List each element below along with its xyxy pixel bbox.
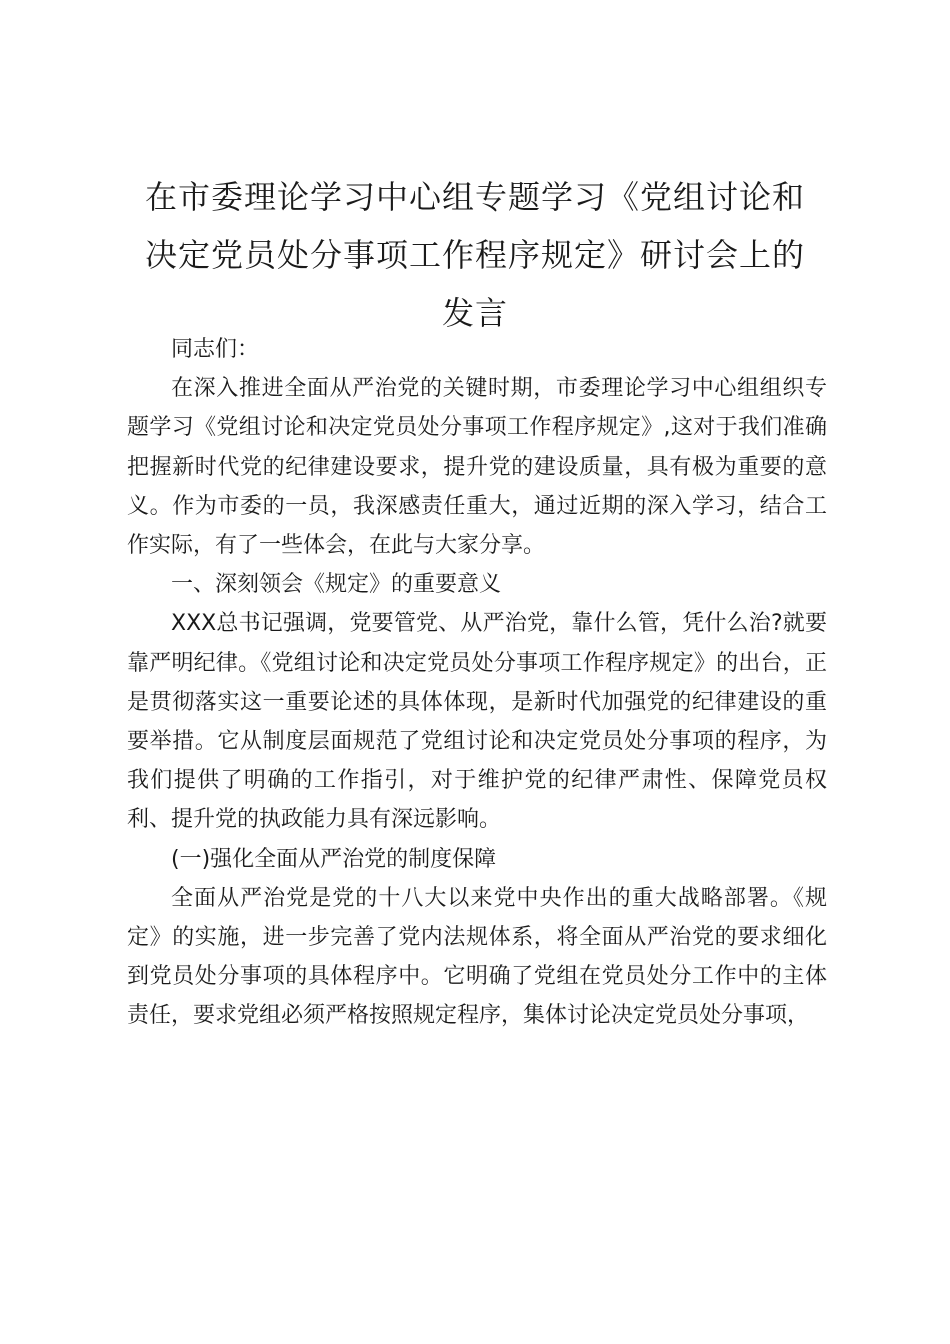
section-1-paragraph: XXX总书记强调，党要管党、从严治党，靠什么管，凭什么治?就要靠严明纪律。《党组讨论和决定党员处分事项工作程序规定》的出台，正是贯彻落实这一重要论述的具体体现，是新时代加强党的纪律建设的重要举措。它从制度层面规范了党组讨论和决定党员处分事项的程序，为我们提供了明确的工作指引，对于维护党的纪律严肃性、保障党员权利、提升党的执政能力具有深远影响。 — [127, 611, 827, 833]
document-title — [110, 168, 840, 342]
title-line-3: 发言 — [441, 294, 508, 332]
subsection-heading-1: (一)强化全面从严治党的制度保障 — [171, 846, 497, 872]
title-line-2: 决定党员处分事项工作程序规定》研讨会上的 — [144, 236, 805, 274]
document-body — [127, 330, 827, 1036]
title-line-1: 在市委理论学习中心组专题学习《党组讨论和 — [144, 178, 805, 216]
intro-paragraph: 在深入推进全面从严治党的关键时期，市委理论学习中心组组织专题学习《党组讨论和决定党员处分事项工作程序规定》,这对于我们准确把握新时代党的纪律建设要求，提升党的建设质量，具有极为重要的意义。作为市委的一员，我深感责任重大，通过近期的深入学习，结合工作实际，有了一些体会，在此与大家分享。 — [127, 376, 827, 559]
subsection-1-paragraph: 全面从严治党是党的十八大以来党中央作出的重大战略部署。《规定》的实施，进一步完善了党内法规体系，将全面从严治党的要求细化到党员处分事项的具体程序中。它明确了党组在党员处分工作中的主体责任，要求党组必须严格按照规定程序，集体讨论决定党员处分事项， — [127, 885, 827, 1029]
salutation: 同志们： — [171, 337, 260, 362]
section-heading-1: 一、深刻领会《规定》的重要意义 — [171, 572, 502, 598]
